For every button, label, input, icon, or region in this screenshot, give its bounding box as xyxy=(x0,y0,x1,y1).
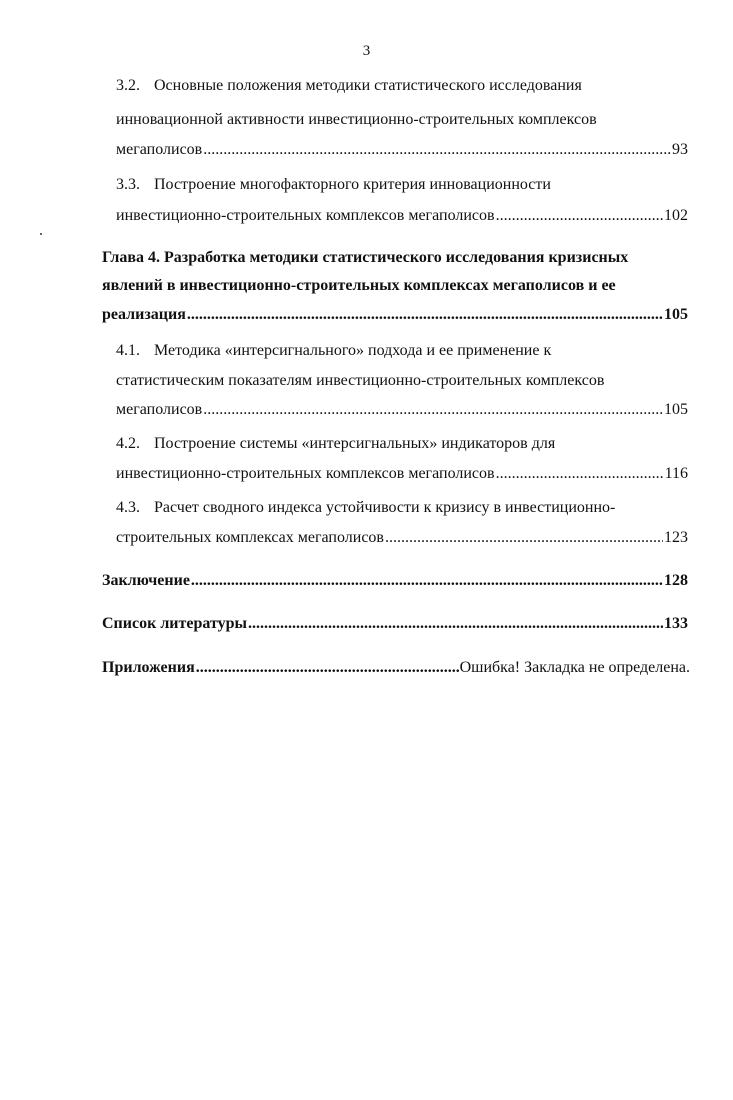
dot-leader xyxy=(496,464,664,484)
toc-entry-4-3-line2[interactable] xyxy=(116,528,688,548)
toc-references[interactable] xyxy=(102,614,688,634)
dot-leader xyxy=(496,206,663,226)
toc-entry-4-3-page: 123 xyxy=(664,529,688,546)
toc-appendix-label: Приложения xyxy=(102,659,195,676)
toc-entry-4-1-number: 4.1. xyxy=(116,342,140,359)
toc-appendix-page: Ошибка! Закладка не определена. xyxy=(459,659,690,676)
toc-entry-3-3-title-2: инвестиционно-строительных комплексов мегаполисов xyxy=(116,207,495,224)
toc-entry-3-3-number: 3.3. xyxy=(116,176,140,193)
toc-references-page: 133 xyxy=(664,615,688,632)
toc-chapter-4-line2: явлений в инвестиционно-строительных комплексах мегаполисов и ее xyxy=(102,277,616,294)
toc-entry-4-1-title-1: Методика «интерсигнального» подхода и ее применение к xyxy=(154,342,552,359)
dot-leader xyxy=(248,614,663,634)
dot-leader xyxy=(203,400,663,420)
toc-entry-4-1-line3[interactable] xyxy=(116,400,688,420)
toc-entry-3-2-number: 3.2. xyxy=(116,77,140,94)
toc-entry-4-1-line1 xyxy=(116,341,551,361)
toc-entry-4-2-title-1: Построение системы «интерсигнальных» индикаторов для xyxy=(154,435,556,452)
toc-entry-3-3-page: 102 xyxy=(664,207,688,224)
dot-leader xyxy=(187,305,663,325)
toc-entry-3-3-line1 xyxy=(116,175,551,195)
dot-leader xyxy=(196,658,459,678)
toc-conclusion-label: Заключение xyxy=(102,572,190,589)
toc-entry-4-3-line1 xyxy=(116,498,615,518)
toc-entry-4-2-line1 xyxy=(116,434,555,454)
toc-entry-4-2-page: 116 xyxy=(664,465,688,482)
toc-chapter-4-page: 105 xyxy=(664,306,688,323)
toc-entry-3-2-title-1: Основные положения методики статистического исследования xyxy=(154,77,582,94)
toc-entry-4-1-title-3: мегаполисов xyxy=(116,401,203,418)
toc-entry-4-2-title-2: инвестиционно-строительных комплексов мегаполисов xyxy=(116,465,495,482)
toc-entry-3-2-line3[interactable] xyxy=(116,140,688,160)
toc-chapter-4-line3[interactable] xyxy=(102,305,688,325)
toc-entry-3-3-line2[interactable] xyxy=(116,206,688,226)
scan-artifact-dot xyxy=(40,233,42,235)
toc-entry-4-3-title-1: Расчет сводного индекса устойчивости к кризису в инвестиционно- xyxy=(154,499,616,516)
toc-entry-3-3-title-1: Построение многофакторного критерия инновационности xyxy=(154,176,551,193)
toc-entry-3-2-line2: инновационной активности инвестиционно-строительных комплексов xyxy=(116,111,597,128)
page-number: 3 xyxy=(362,43,371,59)
toc-entry-3-2-title-3: мегаполисов xyxy=(116,141,203,158)
toc-conclusion[interactable] xyxy=(102,571,688,591)
toc-chapter-4-title-3: реализация xyxy=(102,306,186,323)
dot-leader xyxy=(203,140,671,160)
toc-chapter-4-line1: Глава 4. Разработка методики статистического исследования кризисных xyxy=(102,249,629,266)
toc-entry-4-1-line2: статистическим показателям инвестиционно-строительных комплексов xyxy=(116,372,605,389)
toc-conclusion-page: 128 xyxy=(664,572,688,589)
toc-appendix[interactable] xyxy=(102,658,690,678)
toc-entry-4-3-number: 4.3. xyxy=(116,499,140,516)
toc-entry-3-2-line1 xyxy=(116,76,582,96)
toc-entry-4-1-page: 105 xyxy=(664,401,688,418)
toc-entry-4-3-title-2: строительных комплексах мегаполисов xyxy=(116,529,384,546)
toc-entry-4-2-line2[interactable] xyxy=(116,464,688,484)
toc-entry-4-2-number: 4.2. xyxy=(116,435,140,452)
toc-references-label: Список литературы xyxy=(102,615,247,632)
toc-entry-3-2-page: 93 xyxy=(672,141,688,158)
dot-leader xyxy=(191,571,663,591)
dot-leader xyxy=(385,528,663,548)
